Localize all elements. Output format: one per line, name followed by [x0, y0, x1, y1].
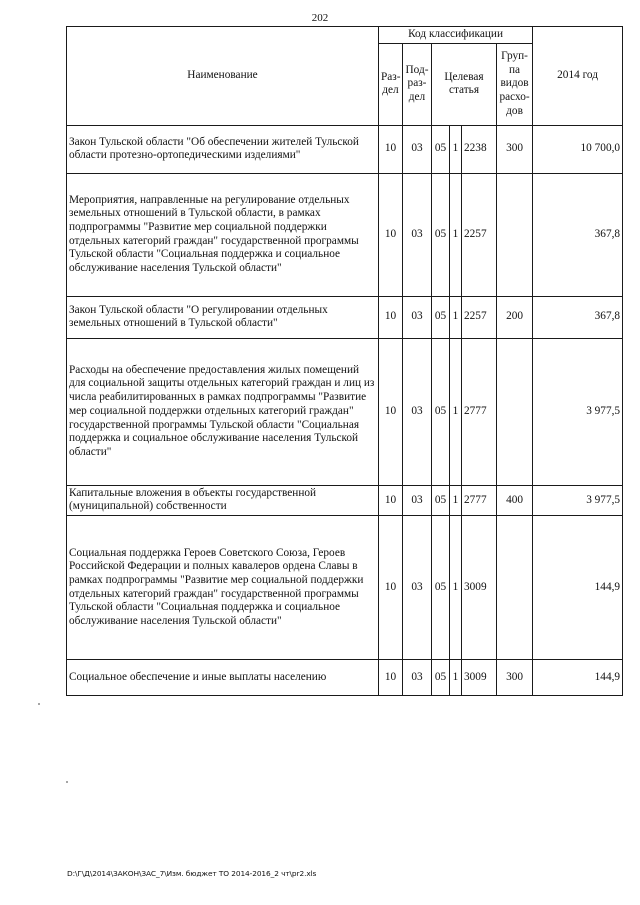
- row-subsection: 03: [403, 125, 432, 173]
- row-name: Закон Тульской области "О регулировании отдельных земельных отношений в Тульской области": [67, 296, 379, 338]
- header-classification-code: Код классификации: [379, 27, 533, 44]
- row-amount: 3 977,5: [533, 485, 623, 515]
- row-target-code-3: 2238: [462, 125, 497, 173]
- row-target-code-1: 05: [432, 660, 450, 696]
- table-row: [67, 338, 623, 485]
- row-target-code-2: 1: [450, 660, 462, 696]
- row-subsection: 03: [403, 485, 432, 515]
- header-row-top: [67, 27, 623, 44]
- header-section: Раз- дел: [379, 43, 403, 125]
- row-expense-group: [497, 516, 533, 660]
- row-target-code-1: 05: [432, 125, 450, 173]
- row-expense-group: 400: [497, 485, 533, 515]
- row-target-code-3: 2777: [462, 485, 497, 515]
- row-target-code-2: 1: [450, 173, 462, 296]
- row-section: 10: [379, 125, 403, 173]
- row-expense-group: 300: [497, 660, 533, 696]
- row-amount: 367,8: [533, 296, 623, 338]
- table-row: [67, 296, 623, 338]
- scan-speck: [38, 703, 40, 705]
- row-subsection: 03: [403, 173, 432, 296]
- row-target-code-2: 1: [450, 125, 462, 173]
- row-target-code-1: 05: [432, 338, 450, 485]
- row-amount: 367,8: [533, 173, 623, 296]
- row-section: 10: [379, 338, 403, 485]
- row-subsection: 03: [403, 338, 432, 485]
- budget-table: [66, 26, 623, 696]
- table-row: [67, 660, 623, 696]
- row-target-code-1: 05: [432, 516, 450, 660]
- row-section: 10: [379, 660, 403, 696]
- row-name: Социальное обеспечение и иные выплаты населению: [67, 660, 379, 696]
- row-expense-group: [497, 338, 533, 485]
- table-row: [67, 173, 623, 296]
- header-expense-group: Груп- па видов расхо- дов: [497, 43, 533, 125]
- row-subsection: 03: [403, 660, 432, 696]
- row-name: Мероприятия, направленные на регулирование отдельных земельных отношений в Тульской области, в рамках подпрограммы "Развитие мер социальной поддержки отдельных категорий граждан" государственной программы Тульской области "Социальная поддержка и социальное обслуживание населения Тульской области": [67, 173, 379, 296]
- row-target-code-1: 05: [432, 485, 450, 515]
- row-target-code-2: 1: [450, 516, 462, 660]
- row-section: 10: [379, 485, 403, 515]
- page-number: 202: [311, 12, 329, 24]
- row-subsection: 03: [403, 296, 432, 338]
- row-section: 10: [379, 296, 403, 338]
- table-row: [67, 485, 623, 515]
- header-target-article: Целевая статья: [432, 43, 497, 125]
- row-expense-group: 300: [497, 125, 533, 173]
- footer-file-path: D:\Г\Д\2014\ЗАКОН\ЗАС_7\Изм. бюджет ТО 2014-2016_2 чт\pr2.xls: [67, 869, 317, 878]
- row-name: Социальная поддержка Героев Советского Союза, Героев Российской Федерации и полных кавалеров ордена Славы в рамках подпрограммы "Развитие мер социальной поддержки отдельных категорий граждан" государственной программы Тульской области "Социальная поддержка и социальное обслуживание населения Тульской области": [67, 516, 379, 660]
- row-target-code-1: 05: [432, 173, 450, 296]
- row-target-code-3: 3009: [462, 516, 497, 660]
- table-row: [67, 125, 623, 173]
- row-expense-group: 200: [497, 296, 533, 338]
- header-year: 2014 год: [533, 27, 623, 126]
- header-subsection: Под- раз- дел: [403, 43, 432, 125]
- row-target-code-1: 05: [432, 296, 450, 338]
- row-section: 10: [379, 516, 403, 660]
- row-target-code-2: 1: [450, 485, 462, 515]
- row-target-code-2: 1: [450, 338, 462, 485]
- scan-speck: [66, 781, 68, 783]
- row-name: Закон Тульской области "Об обеспечении жителей Тульской области протезно-ортопедическими изделиями": [67, 125, 379, 173]
- row-target-code-3: 2777: [462, 338, 497, 485]
- row-amount: 3 977,5: [533, 338, 623, 485]
- row-section: 10: [379, 173, 403, 296]
- row-name: Капитальные вложения в объекты государственной (муниципальной) собственности: [67, 485, 379, 515]
- row-subsection: 03: [403, 516, 432, 660]
- row-amount: 10 700,0: [533, 125, 623, 173]
- row-target-code-2: 1: [450, 296, 462, 338]
- table-row: [67, 516, 623, 660]
- row-target-code-3: 3009: [462, 660, 497, 696]
- row-target-code-3: 2257: [462, 296, 497, 338]
- row-target-code-3: 2257: [462, 173, 497, 296]
- row-name: Расходы на обеспечение предоставления жилых помещений для социальной защиты отдельных категорий граждан и лиц из числа реабилитированных в рамках подпрограммы "Развитие мер социальной поддержки отдельных категорий граждан" государственной программы Тульской области "Социальная поддержка и социальное обслуживание населения Тульской области": [67, 338, 379, 485]
- row-amount: 144,9: [533, 516, 623, 660]
- header-name: Наименование: [67, 27, 379, 126]
- row-amount: 144,9: [533, 660, 623, 696]
- row-expense-group: [497, 173, 533, 296]
